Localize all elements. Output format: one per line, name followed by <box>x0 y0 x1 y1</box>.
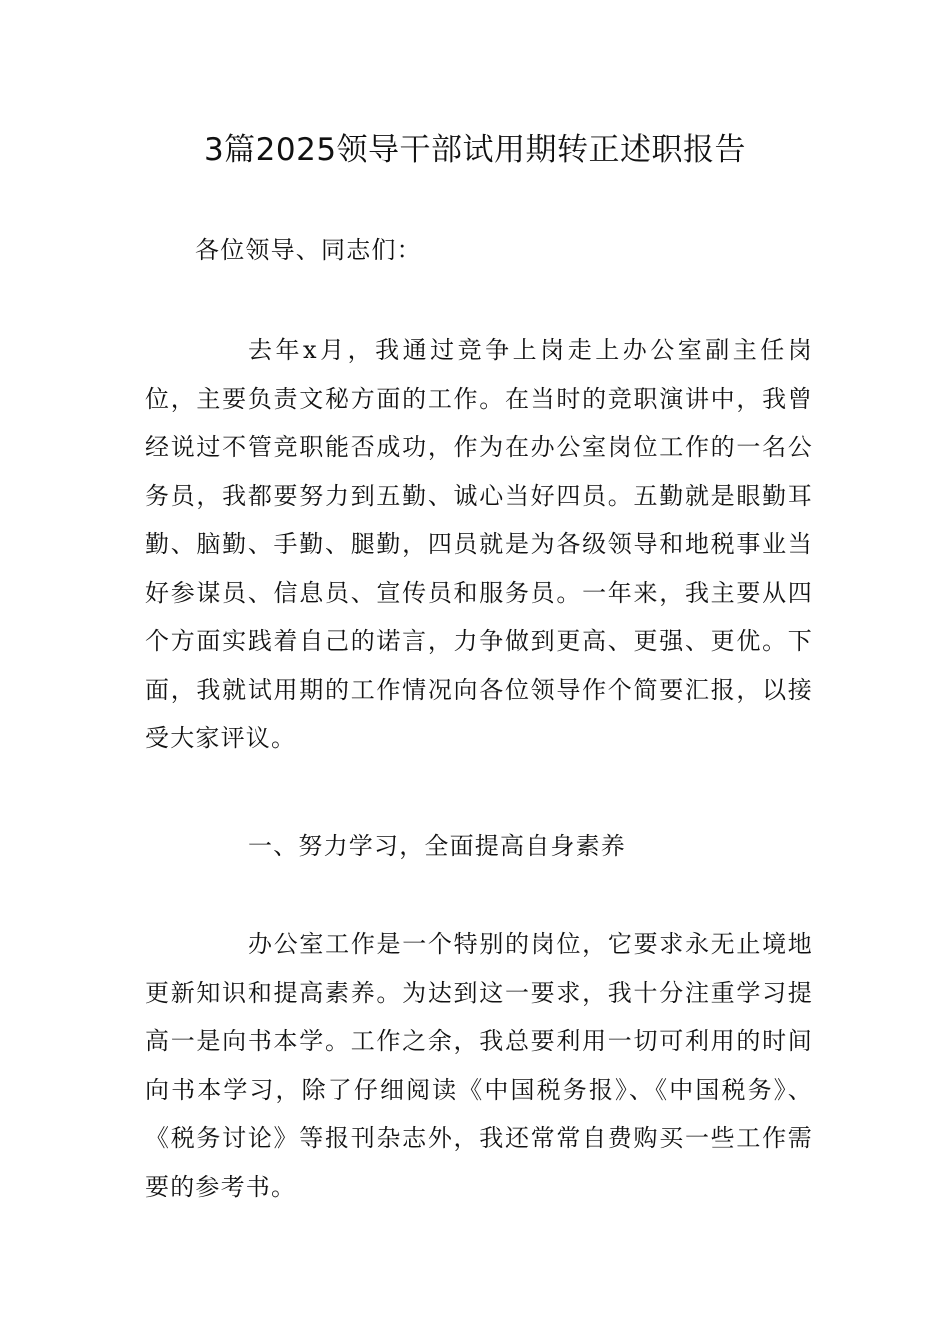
section-heading-1: 一、努力学习，全面提高自身素养 <box>248 832 626 860</box>
paragraph-section-1: 办公室工作是一个特别的岗位，它要求永无止境地更新知识和提高素养。为达到这一要求，我十分注重学习提高一是向书本学。工作之余，我总要利用一切可利用的时间向书本学习，除了仔细阅读《中国税务报》、《中国税务》、《税务讨论》等报刊杂志外，我还常常自费购买一些工作需要的参考书。 <box>145 930 813 1201</box>
paragraph-intro: 去年x月，我通过竞争上岗走上办公室副主任岗位，主要负责文秘方面的工作。在当时的竞职演讲中，我曾经说过不管竞职能否成功，作为在办公室岗位工作的一名公务员，我都要努力到五勤、诚心当好四员。五勤就是眼勤耳勤、脑勤、手勤、腿勤，四员就是为各级领导和地税事业当好参谋员、信息员、宣传员和服务员。一年来，我主要从四个方面实践着自己的诺言，力争做到更高、更强、更优。下面，我就试用期的工作情况向各位领导作个简要汇报，以接受大家评议。 <box>145 336 813 752</box>
greeting: 各位领导、同志们： <box>195 236 422 264</box>
document-title: 3篇2025领导干部试用期转正述职报告 <box>203 132 747 168</box>
